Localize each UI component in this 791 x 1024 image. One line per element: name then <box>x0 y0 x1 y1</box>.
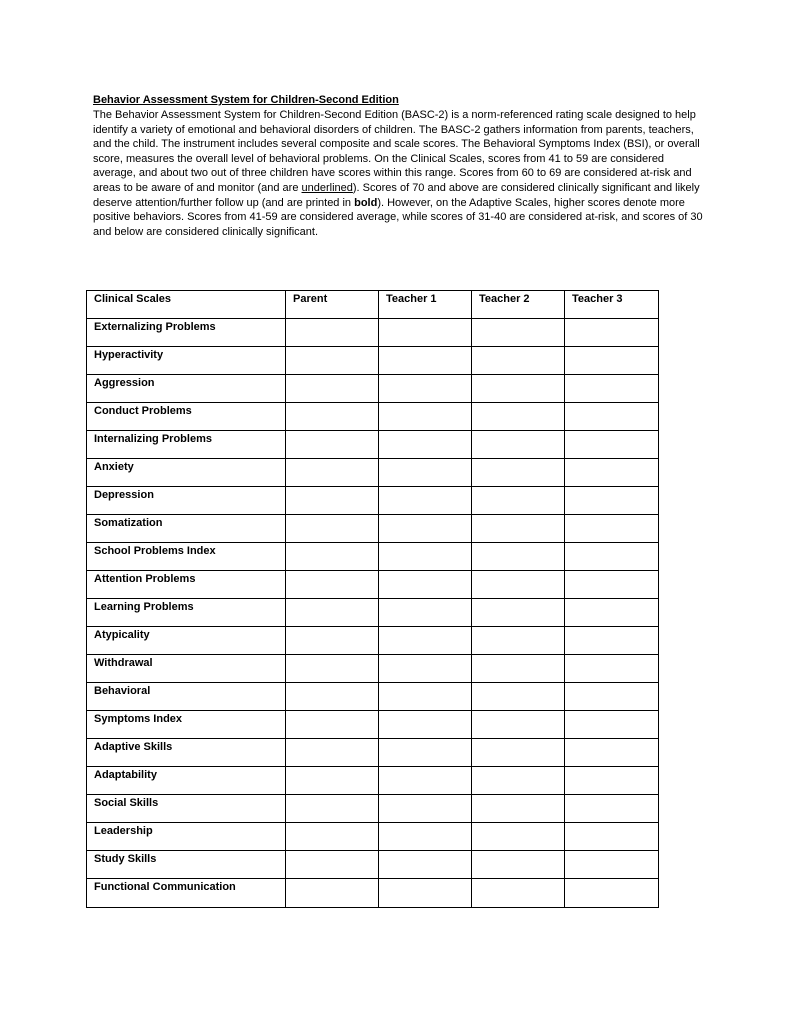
table-row <box>87 879 659 908</box>
scale-name-cell: Social Skills <box>87 795 286 823</box>
score-cell-teacher-1 <box>379 739 472 767</box>
intro-text-1: The Behavior Assessment System for Children-Second Edition (BASC-2) is a norm-referenced rating scale designed to help identify a variety of emotional and behavioral disorders of children. The BASC-2 gathers information from parents, teachers, and the child. The instrument includes several composite and scale scores. The Behavioral Symptoms Index (BSI), or overall score, measures the overall level of behavioral problems. On the Clinical Scales, scores from 41 to 59 are considered average, and about two out of three children have scores within this range. Scores from 60 to 69 are considered at-risk and areas to be aware of and monitor (and are <box>93 109 700 194</box>
score-cell-parent <box>286 487 379 515</box>
intro-text-3: ). However, on the Adaptive Scales, higher scores denote more positive behaviors. Scores from 41-59 are considered average, while scores of 31-40 are considered at-risk, and scores of 30 and below are considered clinically significant. <box>93 196 703 238</box>
table-row <box>87 571 659 599</box>
score-cell-teacher-3 <box>565 711 659 739</box>
score-cell-teacher-2 <box>472 459 565 487</box>
score-cell-teacher-2 <box>472 403 565 431</box>
scale-name-cell: Externalizing Problems <box>87 319 286 347</box>
score-cell-teacher-1 <box>379 823 472 851</box>
table-row <box>87 487 659 515</box>
score-cell-parent <box>286 543 379 571</box>
score-cell-teacher-3 <box>565 487 659 515</box>
table-row <box>87 711 659 739</box>
table-body <box>87 319 659 908</box>
scale-name-cell: Aggression <box>87 375 286 403</box>
score-cell-teacher-2 <box>472 683 565 711</box>
table-row <box>87 823 659 851</box>
scale-name-cell: Functional Communication <box>87 879 286 908</box>
score-cell-teacher-1 <box>379 683 472 711</box>
score-cell-teacher-3 <box>565 683 659 711</box>
header-clinical-scales: Clinical Scales <box>87 291 286 319</box>
document-title: Behavior Assessment System for Children-Second Edition <box>93 94 399 106</box>
table-row <box>87 319 659 347</box>
score-cell-teacher-3 <box>565 823 659 851</box>
scale-name-cell: Symptoms Index <box>87 711 286 739</box>
intro-bold-word: bold <box>354 196 378 209</box>
intro-text-2: ). Scores of 70 and above are considered clinically significant and likely deserve attention/further follow up (and are printed in <box>93 181 700 209</box>
score-cell-teacher-1 <box>379 403 472 431</box>
score-cell-teacher-1 <box>379 627 472 655</box>
score-cell-teacher-1 <box>379 515 472 543</box>
table-row <box>87 767 659 795</box>
score-cell-teacher-2 <box>472 851 565 879</box>
score-cell-parent <box>286 347 379 375</box>
table-row <box>87 683 659 711</box>
table-row <box>87 627 659 655</box>
table-row <box>87 459 659 487</box>
scale-name-cell: Withdrawal <box>87 655 286 683</box>
scale-name-cell: Atypicality <box>87 627 286 655</box>
score-cell-parent <box>286 431 379 459</box>
score-cell-teacher-3 <box>565 655 659 683</box>
score-cell-teacher-3 <box>565 459 659 487</box>
scale-name-cell: School Problems Index <box>87 543 286 571</box>
intro-paragraph <box>93 108 705 239</box>
score-cell-teacher-1 <box>379 571 472 599</box>
header-teacher-3: Teacher 3 <box>565 291 659 319</box>
score-cell-teacher-3 <box>565 879 659 908</box>
scale-name-cell: Internalizing Problems <box>87 431 286 459</box>
score-cell-parent <box>286 767 379 795</box>
table-row <box>87 515 659 543</box>
header-parent: Parent <box>286 291 379 319</box>
score-cell-teacher-2 <box>472 571 565 599</box>
score-cell-teacher-3 <box>565 515 659 543</box>
table-header-row <box>87 291 659 319</box>
table-row <box>87 851 659 879</box>
table-row <box>87 347 659 375</box>
score-cell-teacher-2 <box>472 543 565 571</box>
header-teacher-2: Teacher 2 <box>472 291 565 319</box>
score-cell-parent <box>286 319 379 347</box>
score-cell-parent <box>286 515 379 543</box>
score-cell-teacher-3 <box>565 431 659 459</box>
table-row <box>87 403 659 431</box>
score-cell-teacher-2 <box>472 823 565 851</box>
score-cell-teacher-2 <box>472 627 565 655</box>
score-cell-teacher-3 <box>565 599 659 627</box>
score-cell-teacher-1 <box>379 487 472 515</box>
scale-name-cell: Attention Problems <box>87 571 286 599</box>
scale-name-cell: Anxiety <box>87 459 286 487</box>
intro-underlined-word: underlined <box>301 181 353 194</box>
score-cell-teacher-2 <box>472 319 565 347</box>
score-cell-teacher-1 <box>379 795 472 823</box>
score-cell-parent <box>286 823 379 851</box>
score-cell-parent <box>286 459 379 487</box>
score-cell-teacher-1 <box>379 711 472 739</box>
table-row <box>87 739 659 767</box>
score-cell-teacher-2 <box>472 599 565 627</box>
score-cell-teacher-3 <box>565 795 659 823</box>
table-row <box>87 599 659 627</box>
score-cell-teacher-2 <box>472 739 565 767</box>
score-cell-teacher-3 <box>565 851 659 879</box>
score-cell-teacher-1 <box>379 599 472 627</box>
score-cell-teacher-2 <box>472 347 565 375</box>
score-cell-parent <box>286 711 379 739</box>
score-cell-teacher-3 <box>565 739 659 767</box>
score-cell-teacher-1 <box>379 459 472 487</box>
scale-name-cell: Depression <box>87 487 286 515</box>
table-row <box>87 375 659 403</box>
score-cell-parent <box>286 739 379 767</box>
score-cell-teacher-2 <box>472 711 565 739</box>
score-cell-teacher-3 <box>565 375 659 403</box>
scale-name-cell: Adaptability <box>87 767 286 795</box>
scale-name-cell: Study Skills <box>87 851 286 879</box>
score-cell-parent <box>286 375 379 403</box>
score-cell-teacher-3 <box>565 319 659 347</box>
score-cell-teacher-1 <box>379 319 472 347</box>
table-row <box>87 543 659 571</box>
score-cell-parent <box>286 599 379 627</box>
score-cell-parent <box>286 571 379 599</box>
table-row <box>87 431 659 459</box>
scale-name-cell: Leadership <box>87 823 286 851</box>
score-cell-teacher-2 <box>472 515 565 543</box>
score-cell-teacher-2 <box>472 879 565 908</box>
score-cell-teacher-3 <box>565 347 659 375</box>
header-teacher-1: Teacher 1 <box>379 291 472 319</box>
score-cell-teacher-1 <box>379 851 472 879</box>
score-cell-parent <box>286 655 379 683</box>
score-cell-teacher-1 <box>379 655 472 683</box>
table-row <box>87 655 659 683</box>
table-row <box>87 795 659 823</box>
scale-name-cell: Hyperactivity <box>87 347 286 375</box>
score-cell-teacher-3 <box>565 571 659 599</box>
scale-name-cell: Conduct Problems <box>87 403 286 431</box>
score-cell-teacher-1 <box>379 767 472 795</box>
score-cell-teacher-3 <box>565 767 659 795</box>
scale-name-cell: Somatization <box>87 515 286 543</box>
score-cell-teacher-1 <box>379 375 472 403</box>
score-cell-teacher-1 <box>379 879 472 908</box>
score-cell-teacher-2 <box>472 487 565 515</box>
score-cell-teacher-1 <box>379 431 472 459</box>
score-cell-parent <box>286 795 379 823</box>
scale-name-cell: Learning Problems <box>87 599 286 627</box>
score-cell-teacher-3 <box>565 403 659 431</box>
score-cell-parent <box>286 879 379 908</box>
score-cell-teacher-2 <box>472 795 565 823</box>
score-cell-parent <box>286 851 379 879</box>
scale-name-cell: Adaptive Skills <box>87 739 286 767</box>
score-cell-teacher-2 <box>472 375 565 403</box>
score-cell-teacher-2 <box>472 655 565 683</box>
clinical-scales-table <box>86 290 659 908</box>
score-cell-teacher-1 <box>379 347 472 375</box>
score-cell-teacher-3 <box>565 627 659 655</box>
scale-name-cell: Behavioral <box>87 683 286 711</box>
score-cell-parent <box>286 627 379 655</box>
score-cell-teacher-1 <box>379 543 472 571</box>
score-cell-parent <box>286 403 379 431</box>
score-cell-teacher-2 <box>472 767 565 795</box>
score-cell-teacher-2 <box>472 431 565 459</box>
score-cell-teacher-3 <box>565 543 659 571</box>
score-cell-parent <box>286 683 379 711</box>
